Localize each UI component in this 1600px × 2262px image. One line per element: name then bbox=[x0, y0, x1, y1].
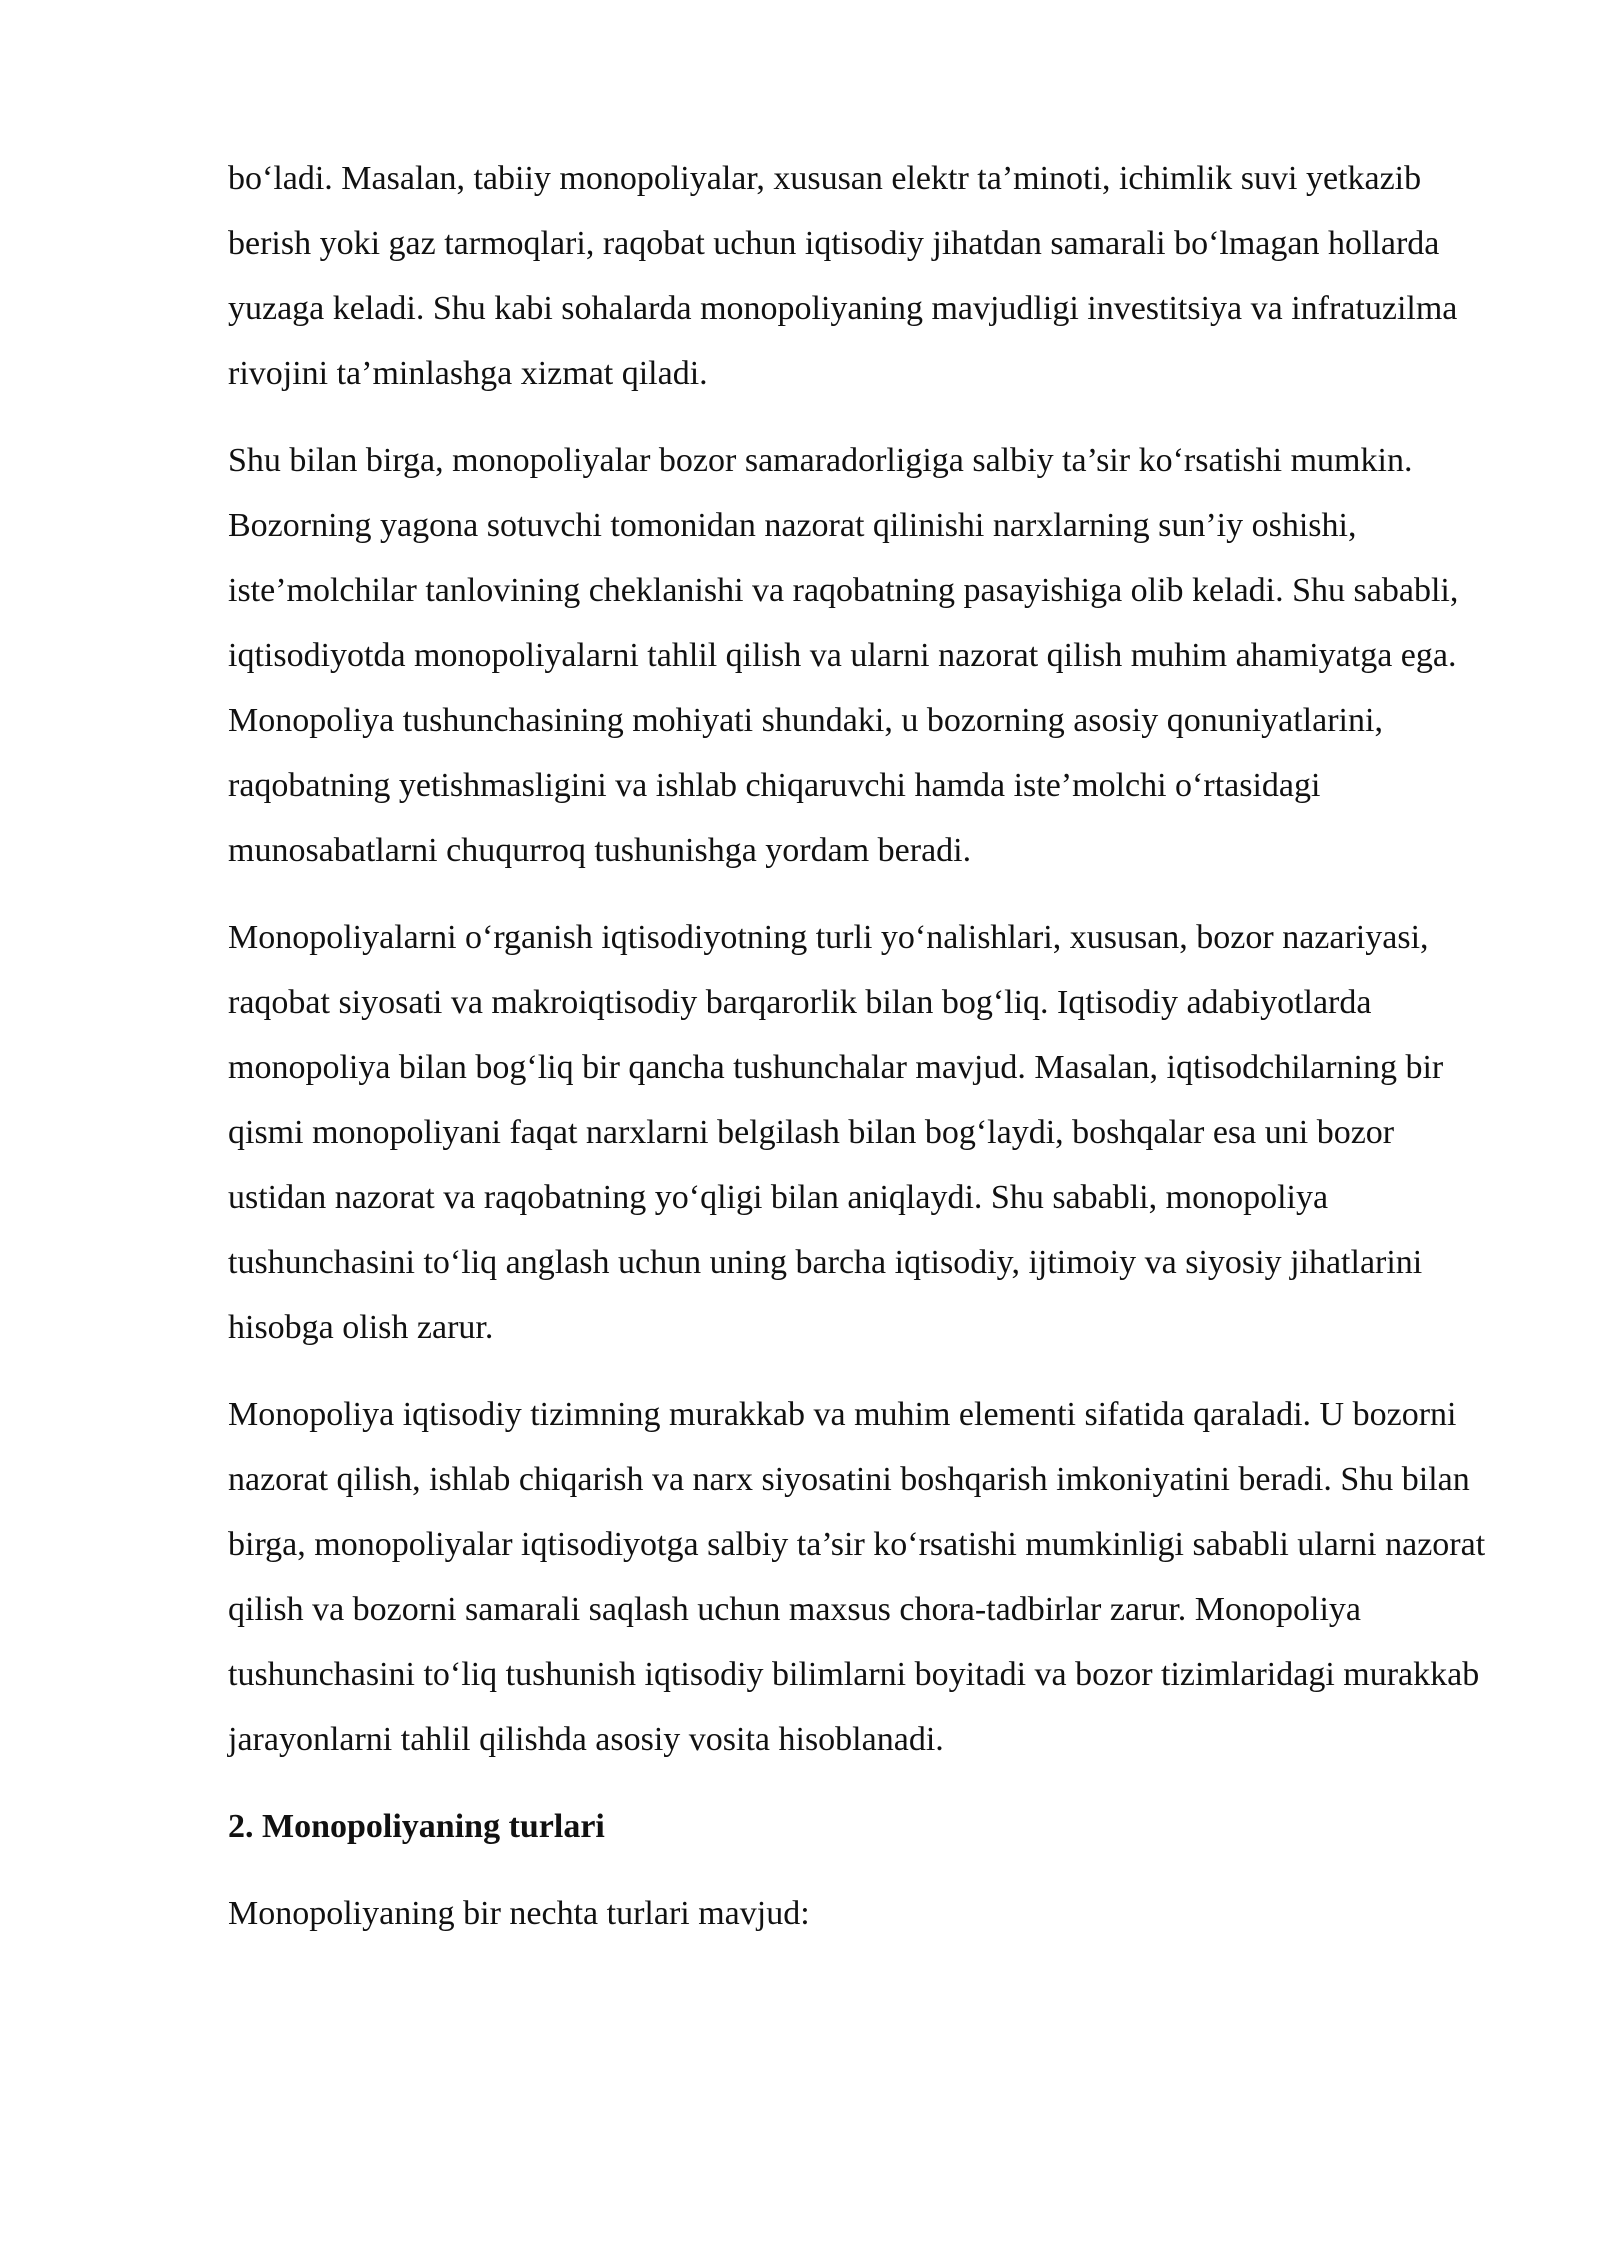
paragraph-types-intro: Monopoliyaning bir nechta turlari mavjud: bbox=[228, 1895, 810, 1932]
paragraph-monopoly-as-element: Monopoliya iqtisodiy tizimning murakkab va muhim elementi sifatida qaraladi. U bozorni nazorat qilish, ishlab chiqarish va narx siyosatini boshqarish imkoniyatini beradi. Shu bilan birga, monopoliyalar iqtisodiyotga salbiy ta’sir ko‘rsatishi mumkinligi sababli ularni nazorat qilish va bozorni samarali saqlash uchun maxsus chora-tadbirlar zarur. Monopoliya tushunchasini to‘liq tushunish iqtisodiy bilimlarni boyitadi va bozor tizimlaridagi murakkab jarayonlarni tahlil qilishda asosiy vosita hisoblanadi. bbox=[228, 1396, 1486, 1758]
document-body bbox=[228, 146, 1488, 1946]
paragraph-study-of-monopolies: Monopoliyalarni o‘rganish iqtisodiyotning turli yo‘nalishlari, xususan, bozor nazariyasi, raqobat siyosati va makroiqtisodiy barqarorlik bilan bog‘liq. Iqtisodiy adabiyotlarda monopoliya bilan bog‘liq bir qancha tushunchalar mavjud. Masalan, iqtisodchilarning bir qismi monopoliyani faqat narxlarni belgilash bilan bog‘laydi, boshqalar esa uni bozor ustidan nazorat va raqobatning yo‘qligi bilan aniqlaydi. Shu sababli, monopoliya tushunchasini to‘liq anglash uchun uning barcha iqtisodiy, ijtimoiy va siyosiy jihatlarini hisobga olish zarur. bbox=[228, 919, 1444, 1346]
section-heading: 2. Monopoliyaning turlari bbox=[228, 1808, 605, 1845]
paragraph-natural-monopolies: bo‘ladi. Masalan, tabiiy monopoliyalar, xususan elektr ta’minoti, ichimlik suvi yetkazib berish yoki gaz tarmoqlari, raqobat uchun iqtisodiy jihatdan samarali bo‘lmagan hollarda yuzaga keladi. Shu kabi sohalarda monopoliyaning mavjudligi investitsiya va infratuzilma rivojini ta’minlashga xizmat qiladi. bbox=[228, 160, 1458, 392]
paragraph-negative-effects: Shu bilan birga, monopoliyalar bozor samaradorligiga salbiy ta’sir ko‘rsatishi mumkin. Bozorning yagona sotuvchi tomonidan nazorat qilinishi narxlarning sun’iy oshishi, iste’molchilar tanlovining cheklanishi va raqobatning pasayishiga olib keladi. Shu sababli, iqtisodiyotda monopoliyalarni tahlil qilish va ularni nazorat qilish muhim ahamiyatga ega. Monopoliya tushunchasining mohiyati shundaki, u bozorning asosiy qonuniyatlarini, raqobatning yetishmasligini va ishlab chiqaruvchi hamda iste’molchi o‘rtasidagi munosabatlarni chuqurroq tushunishga yordam beradi. bbox=[228, 442, 1459, 869]
